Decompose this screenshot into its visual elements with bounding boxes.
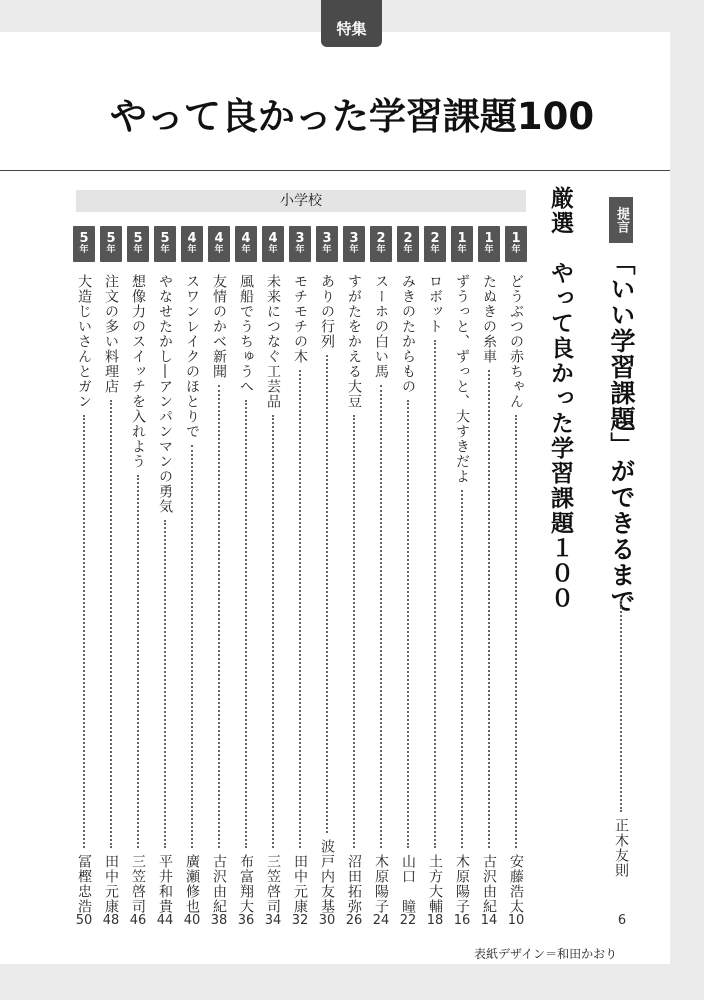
entry-title: すがたをかえる大豆: [346, 274, 362, 409]
grade-badge: [424, 226, 446, 262]
grade-badge: [343, 226, 365, 262]
grade-badge: [208, 226, 230, 262]
grade-badge: [262, 226, 284, 262]
grade-number: 5: [79, 231, 89, 246]
entry-page-number: 36: [237, 913, 255, 928]
grade-badge: [370, 226, 392, 262]
entry-title: 注文の多い料理店: [103, 274, 119, 394]
entry-page-number: 46: [129, 913, 147, 928]
entry-author: 田中元康: [292, 854, 308, 914]
grade-badge: [73, 226, 95, 262]
grade-number: 3: [322, 231, 332, 246]
grade-suffix: 年: [295, 245, 305, 255]
grade-suffix: 年: [160, 245, 170, 255]
entry-page-number: 18: [426, 913, 444, 928]
grade-badge: [235, 226, 257, 262]
grade-suffix: 年: [79, 245, 89, 255]
toc-entry: [99, 226, 123, 928]
toc-entry: [153, 226, 177, 928]
grade-suffix: 年: [430, 245, 440, 255]
leader-dots: [191, 445, 193, 848]
entry-title: ずうっと、ずっと、大すきだよ: [454, 274, 470, 484]
grade-suffix: 年: [403, 245, 413, 255]
toc-entry: [450, 226, 474, 928]
entry-page-number: 30: [318, 913, 336, 928]
grade-suffix: 年: [349, 245, 359, 255]
grade-badge: [397, 226, 419, 262]
feature-title: 「いい学習課題」ができるまで: [607, 250, 636, 614]
grade-suffix: 年: [484, 245, 494, 255]
entry-page-number: 10: [507, 913, 525, 928]
entry-title: 友情のかべ新聞: [211, 274, 227, 379]
grade-badge: [154, 226, 176, 262]
grade-suffix: 年: [106, 245, 116, 255]
entry-page-number: 48: [102, 913, 120, 928]
leader-dots: [407, 400, 409, 848]
leader-dots: [218, 385, 220, 848]
entry-author: 廣瀬修也: [184, 854, 200, 914]
entry-title: 風船でうちゅうへ: [238, 274, 254, 394]
toc-entry: [369, 226, 393, 928]
entry-author: 古沢由紀: [481, 854, 497, 914]
entry-author: 平井和貴: [157, 854, 173, 914]
toc-entry: [180, 226, 204, 928]
grade-number: 2: [403, 231, 413, 246]
toc-entry: [72, 226, 96, 928]
feature-tag: 特集: [321, 0, 382, 47]
entry-title: モチモチの木: [292, 274, 308, 364]
leader-dots: [434, 340, 436, 848]
entry-author: 三笠啓司: [265, 854, 281, 914]
grade-badge: [127, 226, 149, 262]
toc-entry: [261, 226, 285, 928]
entry-author: 田中元康: [103, 854, 119, 914]
entry-title: スーホの白い馬: [373, 274, 389, 379]
feature-badge: 提言: [609, 197, 633, 243]
entry-author: 波戸内友基: [319, 839, 335, 914]
leader-dots: [110, 400, 112, 848]
entry-author: 山口 瞳: [400, 854, 416, 914]
grade-badge: [316, 226, 338, 262]
entry-page-number: 38: [210, 913, 228, 928]
section-heading: 小学校: [76, 190, 526, 212]
toc-entry: [126, 226, 150, 928]
leader-dots: [164, 520, 166, 848]
entry-author: 三笠啓司: [130, 854, 146, 914]
grade-number: 1: [511, 231, 521, 246]
toc-entry: [504, 226, 528, 928]
cover-design-credit: 表紙デザイン＝和田かおり: [474, 947, 618, 961]
toc-entry: [477, 226, 501, 928]
leader-dots: [488, 370, 490, 848]
grade-number: 4: [214, 231, 224, 246]
grade-number: 4: [187, 231, 197, 246]
leader-dots: [380, 385, 382, 848]
grade-suffix: 年: [214, 245, 224, 255]
grade-number: 3: [349, 231, 359, 246]
toc-entry: [234, 226, 258, 928]
entry-author: 安藤浩太: [508, 854, 524, 914]
grade-badge: [505, 226, 527, 262]
entry-page-number: 40: [183, 913, 201, 928]
entry-page-number: 50: [75, 913, 93, 928]
grade-number: 2: [430, 231, 440, 246]
entry-page-number: 32: [291, 913, 309, 928]
grade-number: 2: [376, 231, 386, 246]
grade-suffix: 年: [322, 245, 332, 255]
entry-author: 土方大輔: [427, 854, 443, 914]
entry-author: 冨樫忠浩: [76, 854, 92, 914]
entry-title: 未来につなぐ工芸品: [265, 274, 281, 409]
entry-title: たぬきの糸車: [481, 274, 497, 364]
entry-page-number: 34: [264, 913, 282, 928]
toc-entry: [396, 226, 420, 928]
page-title: やって良かった学習課題100: [109, 95, 595, 138]
entry-author: 布富翔大: [238, 854, 254, 914]
leader-dots: [245, 400, 247, 848]
grade-suffix: 年: [241, 245, 251, 255]
entry-title: 大造じいさんとガン: [76, 274, 92, 409]
toc-entry: [207, 226, 231, 928]
grade-badge: [478, 226, 500, 262]
grade-number: 3: [295, 231, 305, 246]
entry-title: スワンレイクのほとりで: [184, 274, 200, 439]
grade-number: 4: [268, 231, 278, 246]
grade-number: 1: [484, 231, 494, 246]
grade-number: 4: [241, 231, 251, 246]
grade-number: 5: [133, 231, 143, 246]
grade-number: 5: [106, 231, 116, 246]
entry-page-number: 22: [399, 913, 417, 928]
entry-title: 想像力のスイッチを入れよう: [130, 274, 146, 469]
leader-dots: [461, 490, 463, 848]
grade-suffix: 年: [457, 245, 467, 255]
entry-title: どうぶつの赤ちゃん: [508, 274, 524, 409]
grade-suffix: 年: [187, 245, 197, 255]
grade-badge: [100, 226, 122, 262]
toc-entry: [423, 226, 447, 928]
entry-page-number: 44: [156, 913, 174, 928]
feature-page-number: 6: [617, 913, 627, 928]
leader-dots: [272, 415, 274, 848]
entry-author: 木原陽子: [454, 854, 470, 914]
grade-suffix: 年: [133, 245, 143, 255]
leader-dots: [83, 415, 85, 848]
entry-page-number: 14: [480, 913, 498, 928]
leader-dots: [137, 475, 139, 848]
leader-dots: [326, 355, 328, 833]
feature-author: 正木友則: [613, 818, 629, 878]
toc-entry: [288, 226, 312, 928]
entry-title: やなせたかし―アンパンマンの勇気: [157, 274, 173, 514]
entry-author: 古沢由紀: [211, 854, 227, 914]
leader-dots: [620, 600, 622, 812]
entry-page-number: 24: [372, 913, 390, 928]
toc-entry: [342, 226, 366, 928]
entry-title: ロボット: [427, 274, 443, 334]
grade-suffix: 年: [376, 245, 386, 255]
lead-heading: 厳選 やって良かった学習課題１００: [547, 186, 573, 611]
entry-title: ありの行列: [319, 274, 335, 349]
leader-dots: [353, 415, 355, 848]
grade-badge: [451, 226, 473, 262]
grade-suffix: 年: [268, 245, 278, 255]
grade-number: 1: [457, 231, 467, 246]
grade-number: 5: [160, 231, 170, 246]
entry-author: 木原陽子: [373, 854, 389, 914]
entry-author: 沼田拓弥: [346, 854, 362, 914]
toc-entry: [315, 226, 339, 928]
grade-badge: [289, 226, 311, 262]
entry-page-number: 16: [453, 913, 471, 928]
grade-suffix: 年: [511, 245, 521, 255]
entry-page-number: 26: [345, 913, 363, 928]
leader-dots: [299, 370, 301, 848]
entry-title: みきのたからもの: [400, 274, 416, 394]
title-divider: [0, 170, 670, 171]
leader-dots: [515, 415, 517, 848]
grade-badge: [181, 226, 203, 262]
